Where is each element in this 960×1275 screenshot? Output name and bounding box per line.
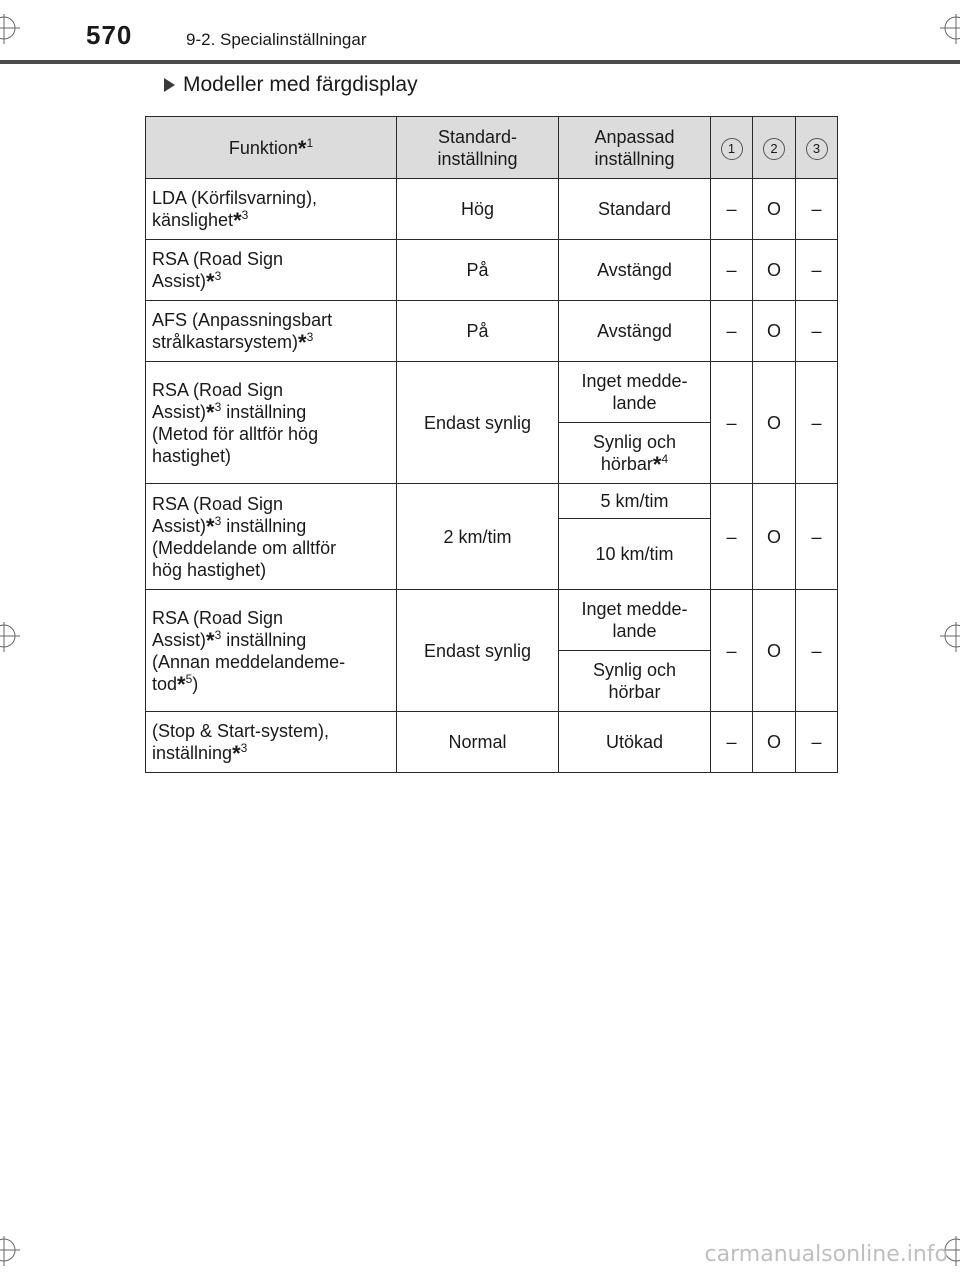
- crop-mark-mid-left: [0, 618, 36, 654]
- col1-cell: –: [711, 301, 753, 362]
- default-cell: Endast synlig: [397, 362, 559, 484]
- col3-cell: –: [796, 712, 838, 773]
- header-col-2: 2: [753, 117, 796, 179]
- function-cell: AFS (Anpassningsbart strålkastarsystem)*$^3$: [146, 301, 397, 362]
- col1-cell: –: [711, 179, 753, 240]
- custom-cell: Standard: [559, 179, 711, 240]
- col3-cell: –: [796, 240, 838, 301]
- settings-table: [145, 116, 838, 773]
- table-row: [146, 590, 838, 651]
- custom-cell: Avstängd: [559, 240, 711, 301]
- function-cell: RSA (Road Sign Assist)*$^3$: [146, 240, 397, 301]
- custom-cell: Inget medde- lande: [559, 362, 711, 423]
- header-col-3: 3: [796, 117, 838, 179]
- col2-cell: O: [753, 240, 796, 301]
- subheading-text: Modeller med färgdisplay: [183, 73, 418, 96]
- custom-cell: 5 km/tim: [559, 484, 711, 519]
- table-row: [146, 301, 838, 362]
- function-cell: LDA (Körfilsvarning), känslighet*$^3$: [146, 179, 397, 240]
- table-row: [146, 179, 838, 240]
- table-row: [146, 240, 838, 301]
- section-title: 9-2. Specialinställningar: [186, 30, 367, 49]
- crop-mark-bottom-left: [0, 1232, 36, 1268]
- custom-cell: 10 km/tim: [559, 519, 711, 590]
- triangle-bullet-icon: [164, 78, 175, 92]
- col2-cell: O: [753, 362, 796, 484]
- default-cell: 2 km/tim: [397, 484, 559, 590]
- col3-cell: –: [796, 484, 838, 590]
- col2-cell: O: [753, 484, 796, 590]
- function-cell: RSA (Road Sign Assist)*$^3$ inställning (Meddelande om alltför hög hastighet): [146, 484, 397, 590]
- custom-cell: Avstängd: [559, 301, 711, 362]
- table-row: [146, 484, 838, 519]
- custom-cell: Inget medde- lande: [559, 590, 711, 651]
- col3-cell: –: [796, 301, 838, 362]
- col3-cell: –: [796, 179, 838, 240]
- table-row: [146, 712, 838, 773]
- default-cell: Endast synlig: [397, 590, 559, 712]
- crop-mark-top-left: [0, 10, 36, 46]
- header-function: Funktion*$^1$: [146, 117, 397, 179]
- custom-cell: Utökad: [559, 712, 711, 773]
- crop-mark-mid-right: [926, 618, 960, 654]
- col1-cell: –: [711, 712, 753, 773]
- custom-cell: Synlig och hörbar*$^4$: [559, 423, 711, 484]
- page-number: 570: [86, 20, 133, 50]
- header-col-1: 1: [711, 117, 753, 179]
- col2-cell: O: [753, 179, 796, 240]
- default-cell: På: [397, 301, 559, 362]
- subheading: [164, 73, 418, 97]
- default-cell: Normal: [397, 712, 559, 773]
- col3-cell: –: [796, 590, 838, 712]
- col1-cell: –: [711, 590, 753, 712]
- col3-cell: –: [796, 362, 838, 484]
- header-default-setting: Standard- inställning: [397, 117, 559, 179]
- col2-cell: O: [753, 590, 796, 712]
- table-row: [146, 362, 838, 423]
- col2-cell: O: [753, 301, 796, 362]
- col1-cell: –: [711, 240, 753, 301]
- col1-cell: –: [711, 484, 753, 590]
- function-cell: RSA (Road Sign Assist)*$^3$ inställning (Annan meddelandeme- tod*$^5$): [146, 590, 397, 712]
- function-cell: (Stop & Start-system), inställning*$^3$: [146, 712, 397, 773]
- col1-cell: –: [711, 362, 753, 484]
- default-cell: Hög: [397, 179, 559, 240]
- default-cell: På: [397, 240, 559, 301]
- header-rule: [0, 60, 960, 64]
- function-cell: RSA (Road Sign Assist)*$^3$ inställning (Metod för alltför hög hastighet): [146, 362, 397, 484]
- col2-cell: O: [753, 712, 796, 773]
- footer-watermark-logo: carmanualsonline.info: [704, 1242, 948, 1267]
- custom-cell: Synlig och hörbar: [559, 651, 711, 712]
- crop-mark-top-right: [926, 10, 960, 46]
- table-header-row: [146, 117, 838, 179]
- header-custom-setting: Anpassad inställning: [559, 117, 711, 179]
